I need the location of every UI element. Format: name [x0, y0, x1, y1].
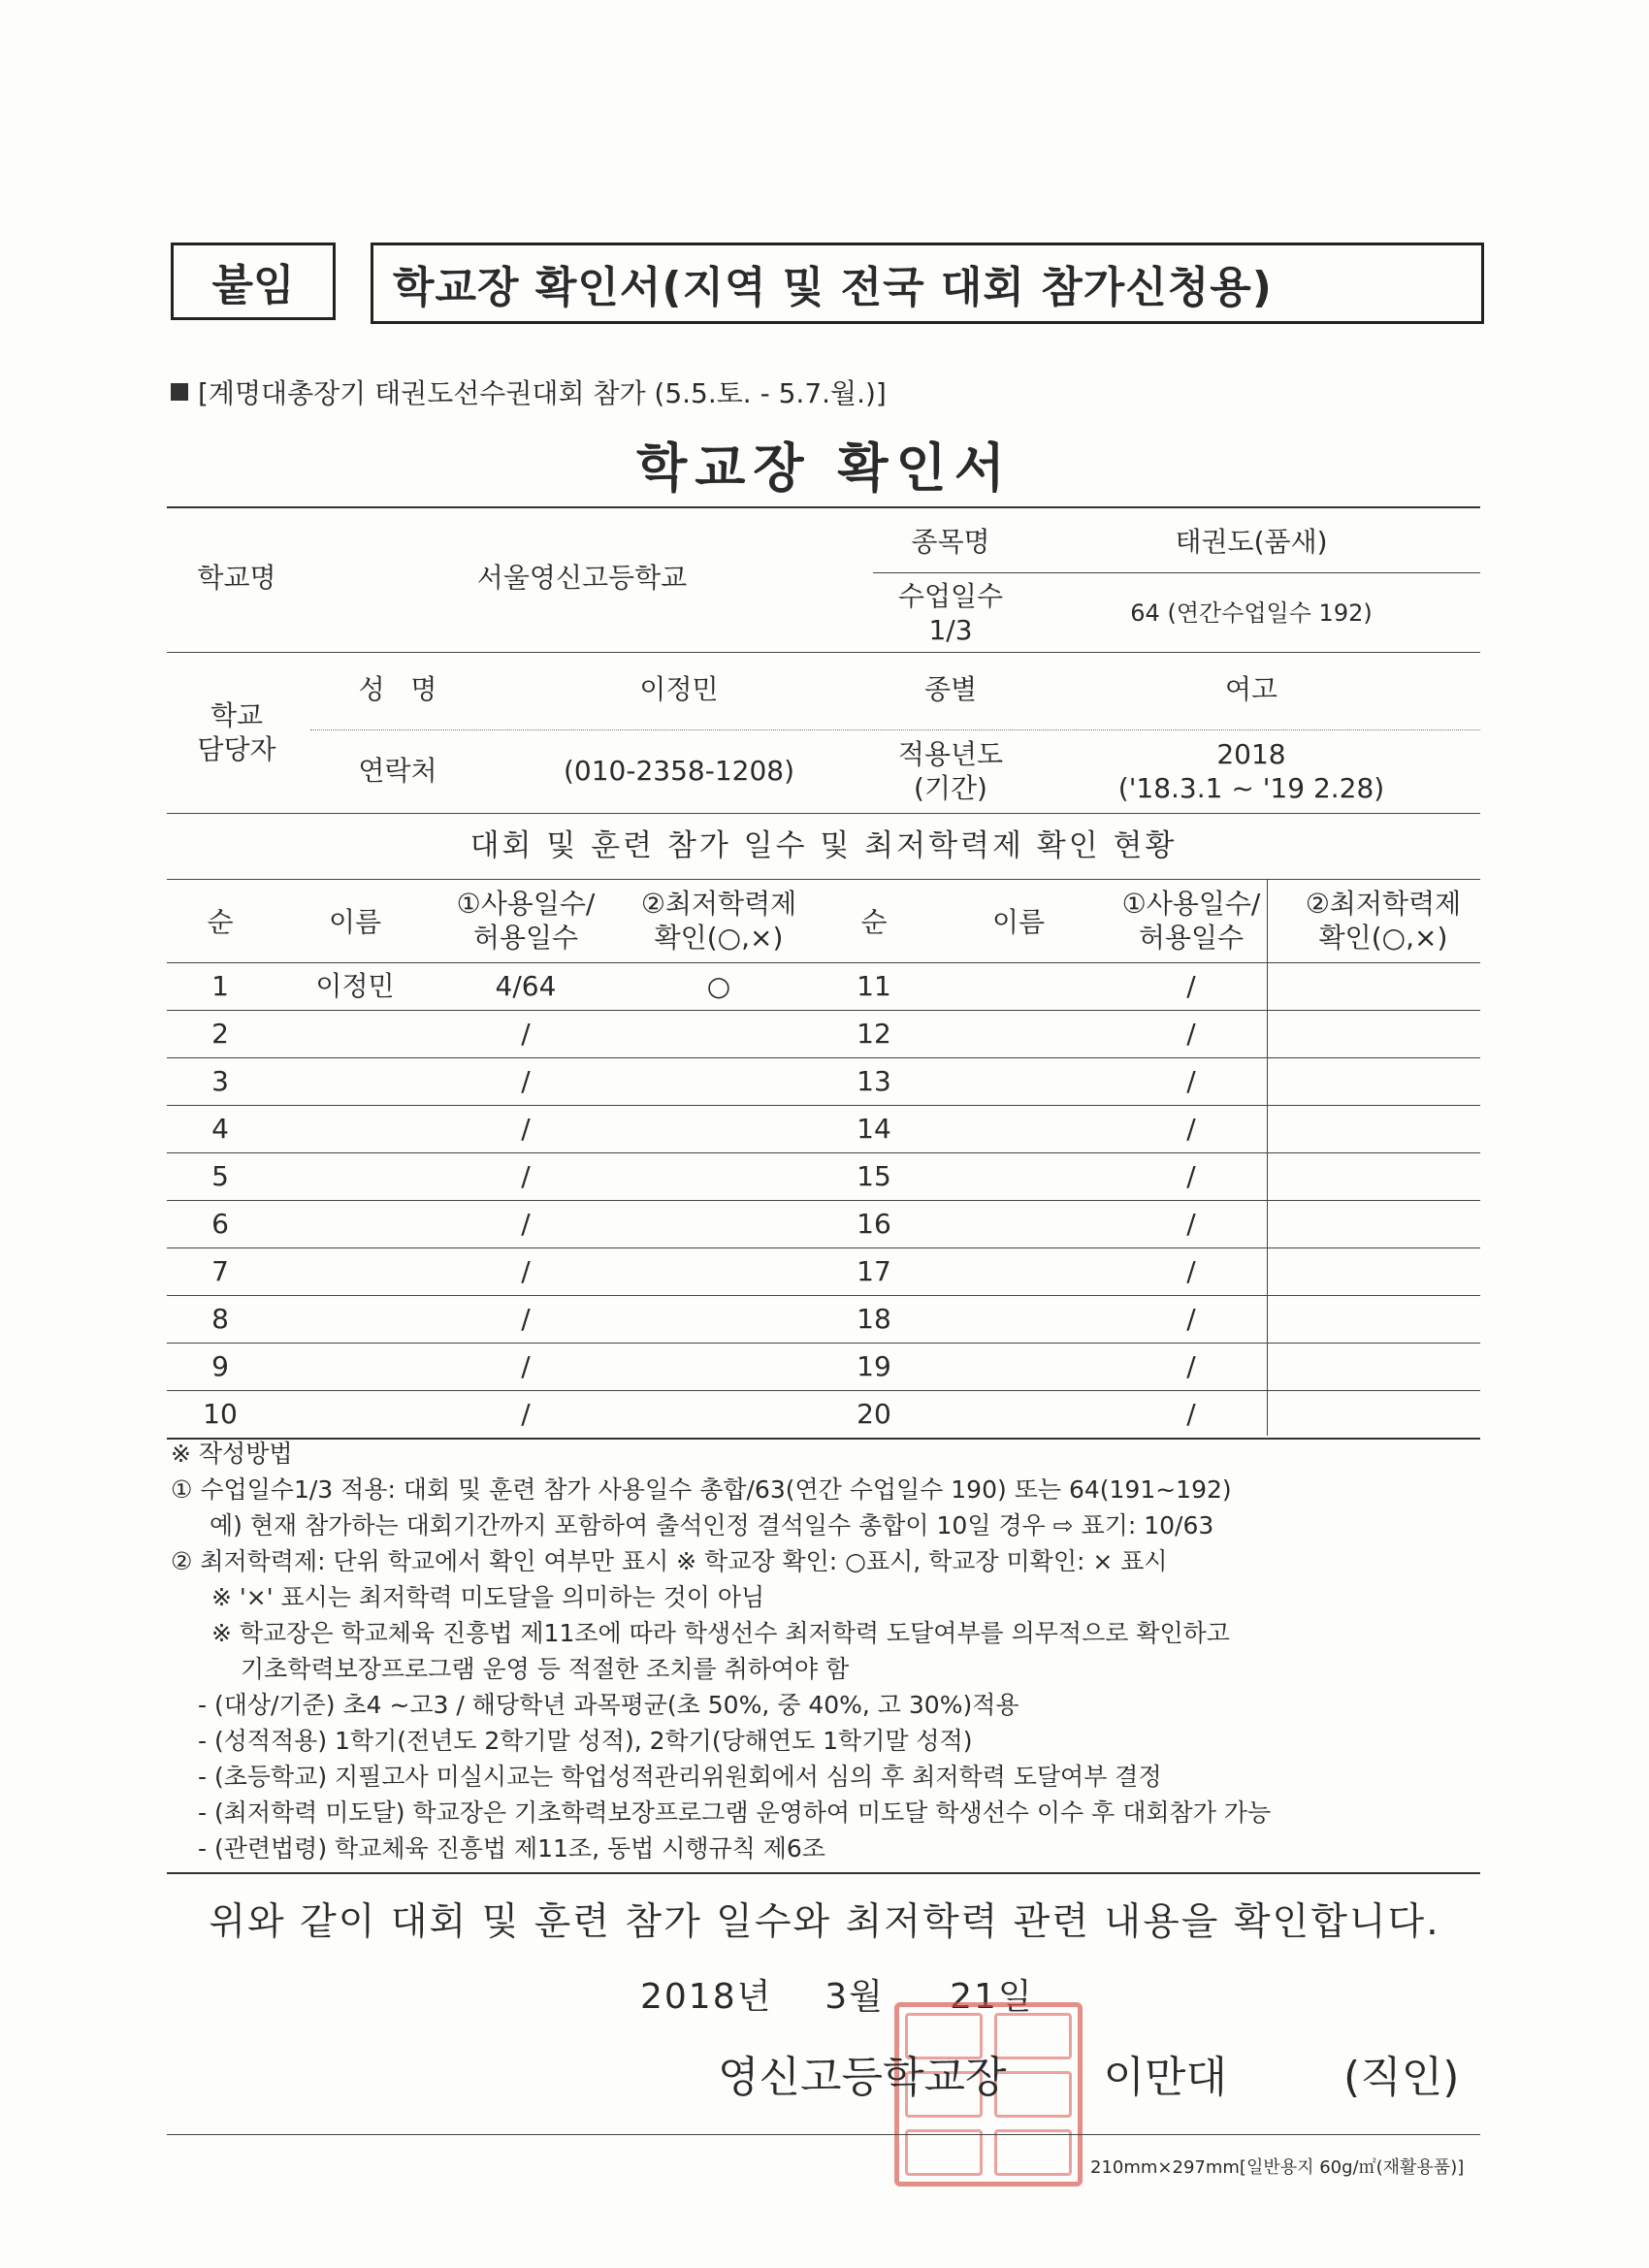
status-cell-days: /	[1186, 1065, 1196, 1097]
notes-bottom-rule	[167, 1872, 1480, 1874]
status-cell-no: 6	[211, 1208, 229, 1240]
status-cell-no: 9	[211, 1350, 229, 1382]
principal-title: 영신고등학교장	[718, 2053, 1007, 2102]
status-cell-name	[287, 1010, 423, 1057]
event-line	[171, 373, 887, 411]
name-label: 성 명	[358, 672, 437, 705]
col-check-line2: 확인(○,×)	[654, 922, 784, 954]
status-cell-check	[627, 1247, 811, 1295]
status-cell-name	[287, 1105, 423, 1152]
school-name: 서울영신고등학교	[476, 561, 688, 594]
col-name-right: 이름	[991, 905, 1046, 938]
col-days-left	[429, 879, 623, 962]
date-year: 2018년	[640, 1977, 773, 2017]
status-cell-name	[951, 1343, 1086, 1390]
status-cell-name	[951, 962, 1086, 1010]
date-day: 21일	[950, 1977, 1034, 2017]
status-cell-no: 3	[211, 1065, 229, 1097]
year-value-line2: ('18.3.1 ~ '19 2.28)	[1117, 772, 1385, 804]
col-days-line2: 허용일수	[1138, 922, 1245, 954]
col-name-left: 이름	[328, 905, 382, 938]
status-cell-name: 이정민	[315, 970, 395, 1002]
year-value	[1067, 731, 1436, 811]
note-line: - (관련법령) 학교체육 진흥법 제11조, 동법 시행규칙 제6조	[198, 1834, 825, 1863]
status-cell-no: 8	[211, 1303, 229, 1335]
col-check-right	[1288, 879, 1478, 962]
status-cell-name	[287, 1390, 423, 1438]
status-cell-days: /	[521, 1160, 531, 1192]
status-cell-check	[1288, 962, 1478, 1010]
col-check-line1: ②최저학력제	[1305, 888, 1462, 920]
status-cell-days: /	[521, 1398, 531, 1430]
year-label-line1: 적용년도	[897, 738, 1004, 770]
event-name: [계명대총장기 태권도선수권대회 참가 (5.5.토. - 5.7.월.)]	[198, 377, 887, 409]
status-cell-check	[627, 1010, 811, 1057]
divider	[873, 572, 1480, 573]
note-line: - (성적적용) 1학기(전년도 2학기말 성적), 2학기(당해연도 1학기말 성적)	[198, 1727, 973, 1755]
note-line: ① 수업일수1/3 적용: 대회 및 훈련 참가 사용일수 총합/63(연간 수업일수 190) 또는 64(191~192)	[171, 1475, 1232, 1504]
status-cell-check	[1288, 1390, 1478, 1438]
status-cell-check	[627, 1343, 811, 1390]
status-cell-check	[627, 1200, 811, 1247]
status-cell-name	[287, 1247, 423, 1295]
year-value-line1: 2018	[1216, 738, 1286, 770]
attachment-tag: 붙임	[171, 243, 336, 320]
status-cell-check	[1288, 1343, 1478, 1390]
note-line: - (최저학력 미도달) 학교장은 기초학력보장프로그램 운영하여 미도달 학생선수 이수 후 대회참가 가능	[198, 1798, 1272, 1827]
note-line: - (대상/기준) 초4 ~고3 / 해당학년 과목평균(초 50%, 중 40%, 고 30%)적용	[198, 1691, 1019, 1719]
person-label	[171, 679, 303, 786]
school-label: 학교명	[197, 561, 276, 594]
status-cell-no: 18	[857, 1303, 891, 1335]
note-line: 예) 현재 참가하는 대회기간까지 포함하여 출석인정 결석일수 총합이 10일 경우 ⇨ 표기: 10/63	[210, 1511, 1214, 1539]
person-label-line2: 담당자	[197, 733, 276, 765]
status-cell-name	[287, 1343, 423, 1390]
status-cell-check	[1288, 1105, 1478, 1152]
status-cell-check	[627, 1295, 811, 1343]
notes-section	[171, 1436, 1490, 1866]
status-cell-check	[1288, 1057, 1478, 1105]
col-days-line1: ①사용일수/	[1121, 888, 1261, 920]
status-cell-no: 5	[211, 1160, 229, 1192]
status-cell-name	[951, 1295, 1086, 1343]
status-cell-days: /	[1186, 1255, 1196, 1287]
signature-line	[718, 2042, 1459, 2104]
status-cell-days: /	[1186, 1208, 1196, 1240]
year-label	[873, 731, 1028, 811]
status-cell-check	[627, 1057, 811, 1105]
status-cell-name	[287, 1057, 423, 1105]
sport-value: 태권도(품새)	[1175, 525, 1328, 558]
year-label-line2: (기간)	[914, 772, 987, 804]
seal-note: (직인)	[1343, 2053, 1460, 2102]
status-cell-no: 16	[857, 1208, 891, 1240]
divider	[167, 652, 1480, 653]
status-cell-no: 15	[857, 1160, 891, 1192]
status-cell-no: 1	[211, 970, 229, 1002]
status-cell-name	[951, 1057, 1086, 1105]
status-cell-no: 11	[857, 970, 891, 1002]
table-top-rule	[167, 506, 1480, 508]
days-label-line2: 1/3	[928, 614, 973, 646]
status-cell-name	[287, 1200, 423, 1247]
status-cell-name	[287, 1152, 423, 1200]
date-month: 3월	[824, 1977, 885, 2017]
note-line: ② 최저학력제: 단위 학교에서 확인 여부만 표시 ※ 학교장 확인: ○표시, 학교장 미확인: × 표시	[171, 1547, 1168, 1575]
col-days-line2: 허용일수	[472, 922, 579, 954]
col-check-left	[627, 879, 811, 962]
status-cell-no: 10	[203, 1398, 238, 1430]
type-value: 여고	[1224, 672, 1278, 705]
paper-spec-footnote: 210mm×297mm[일반용지 60g/㎡(재활용품)]	[1090, 2157, 1465, 2178]
footer-rule	[167, 2134, 1480, 2135]
col-no-right: 순	[860, 905, 888, 938]
status-cell-days: /	[521, 1303, 531, 1335]
days-label	[873, 574, 1028, 652]
status-cell-no: 4	[211, 1113, 229, 1145]
note-line: ※ 학교장은 학교체육 진흥법 제11조에 따라 학생선수 최저학력 도달여부를 의무적으로 확인하고	[211, 1619, 1230, 1647]
status-cell-check: ○	[706, 970, 731, 1002]
note-line: ※ 작성방법	[171, 1440, 293, 1468]
status-cell-name	[951, 1390, 1086, 1438]
status-cell-no: 14	[857, 1113, 891, 1145]
days-value: 64 (연간수업일수 192)	[1130, 599, 1373, 627]
status-cell-no: 20	[857, 1398, 891, 1430]
col-check-line2: 확인(○,×)	[1318, 922, 1448, 954]
divider	[310, 729, 1480, 730]
status-cell-no: 19	[857, 1350, 891, 1382]
form-title-box: 학교장 확인서(지역 및 전국 대회 참가신청용)	[371, 243, 1484, 324]
status-cell-days: /	[521, 1113, 531, 1145]
status-cell-days: /	[1186, 1018, 1196, 1050]
status-cell-name	[951, 1105, 1086, 1152]
status-cell-days: /	[1186, 1303, 1196, 1335]
status-cell-days: /	[1186, 1160, 1196, 1192]
note-line: 기초학력보장프로그램 운영 등 적절한 조치를 취하여야 함	[241, 1655, 850, 1683]
status-cell-check	[1288, 1152, 1478, 1200]
status-cell-name	[951, 1247, 1086, 1295]
sport-label: 종목명	[911, 525, 990, 558]
status-cell-name	[951, 1010, 1086, 1057]
status-cell-no: 7	[211, 1255, 229, 1287]
status-cell-days: 4/64	[495, 970, 557, 1002]
status-cell-name	[287, 1295, 423, 1343]
confirmation-text: 위와 같이 대회 및 훈련 참가 일수와 최저학력 관련 내용을 확인합니다.	[209, 1900, 1440, 1944]
status-cell-days: /	[521, 1065, 531, 1097]
status-cell-check	[1288, 1010, 1478, 1057]
col-no-left: 순	[207, 905, 234, 938]
status-cell-check	[1288, 1200, 1478, 1247]
days-label-line1: 수업일수	[897, 580, 1004, 612]
status-cell-days: /	[521, 1255, 531, 1287]
name-value: 이정민	[639, 672, 719, 705]
status-cell-days: /	[521, 1350, 531, 1382]
contact-label: 연락처	[358, 754, 437, 787]
col-days-right	[1094, 879, 1288, 962]
type-label: 종별	[923, 672, 978, 705]
status-cell-no: 13	[857, 1065, 891, 1097]
status-cell-no: 2	[211, 1018, 229, 1050]
contact-value: (010-2358-1208)	[563, 754, 794, 787]
note-line: ※ '×' 표시는 최저학력 미도달을 의미하는 것이 아님	[211, 1583, 765, 1611]
status-cell-no: 17	[857, 1255, 891, 1287]
status-cell-check	[627, 1390, 811, 1438]
document-title: 학교장 확인서	[636, 437, 1013, 499]
status-cell-days: /	[1186, 1398, 1196, 1430]
principal-name: 이만대	[1103, 2053, 1228, 2102]
col-days-line1: ①사용일수/	[456, 888, 596, 920]
col-check-line1: ②최저학력제	[640, 888, 797, 920]
status-cell-check	[627, 1105, 811, 1152]
divider	[167, 813, 1480, 814]
bullet-square-icon	[171, 383, 188, 401]
status-cell-check	[1288, 1295, 1478, 1343]
status-cell-no: 12	[857, 1018, 891, 1050]
status-cell-days: /	[521, 1018, 531, 1050]
status-cell-days: /	[1186, 1350, 1196, 1382]
status-cell-days: /	[1186, 1113, 1196, 1145]
note-line: - (초등학교) 지필고사 미실시교는 학업성적관리위원회에서 심의 후 최저학력 도달여부 결정	[198, 1763, 1162, 1791]
status-cell-name	[951, 1200, 1086, 1247]
status-cell-days: /	[1186, 970, 1196, 1002]
status-section-title: 대회 및 훈련 참가 일수 및 최저학력제 확인 현황	[469, 827, 1178, 863]
status-cell-check	[1288, 1247, 1478, 1295]
status-cell-check	[627, 1152, 811, 1200]
person-label-line1: 학교	[210, 699, 264, 731]
status-cell-name	[951, 1152, 1086, 1200]
status-cell-days: /	[521, 1208, 531, 1240]
